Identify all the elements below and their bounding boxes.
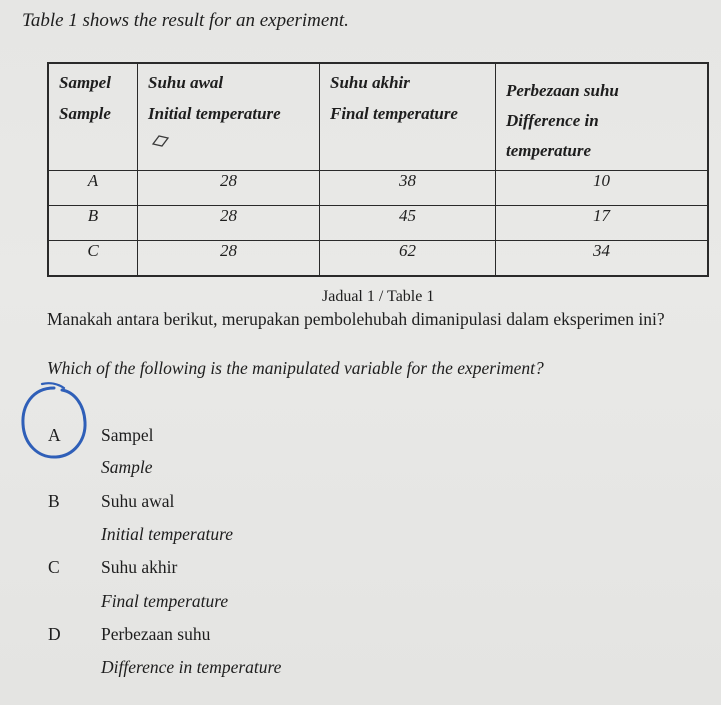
table-cell: 34 bbox=[496, 241, 709, 277]
option-b-malay[interactable]: Suhu awal bbox=[101, 491, 175, 511]
header-initial-temp-ms: Suhu awal bbox=[148, 73, 224, 92]
header-final-temp bbox=[320, 63, 496, 171]
header-difference bbox=[496, 63, 709, 171]
header-initial-temp-en: Initial temperature bbox=[148, 104, 281, 123]
intro-text: Table 1 shows the result for an experiment. bbox=[22, 10, 349, 31]
table-cell: 62 bbox=[320, 241, 496, 277]
table-cell: 28 bbox=[138, 171, 320, 206]
table-cell: 10 bbox=[496, 171, 709, 206]
table-caption: Jadual 1 / Table 1 bbox=[322, 288, 435, 305]
option-a-letter[interactable]: A bbox=[48, 425, 61, 445]
results-table bbox=[47, 62, 709, 277]
option-a-english[interactable]: Sample bbox=[101, 457, 153, 477]
table-header-row bbox=[48, 63, 708, 171]
question-malay: Manakah antara berikut, merupakan pembolehubah dimanipulasi dalam eksperimen ini? bbox=[47, 309, 665, 329]
table-cell: 17 bbox=[496, 206, 709, 241]
pen-mark-icon bbox=[150, 132, 174, 148]
question-english: Which of the following is the manipulated variable for the experiment? bbox=[47, 358, 544, 378]
header-difference-ms: Perbezaan suhu bbox=[506, 81, 619, 100]
table-row bbox=[48, 206, 708, 241]
table-cell: 38 bbox=[320, 171, 496, 206]
table-cell: B bbox=[48, 206, 138, 241]
table-cell: 28 bbox=[138, 241, 320, 277]
table-cell: A bbox=[48, 171, 138, 206]
header-final-temp-ms: Suhu akhir bbox=[330, 73, 410, 92]
header-sample-en: Sample bbox=[59, 104, 111, 123]
header-sample-ms: Sampel bbox=[59, 73, 111, 92]
table-row bbox=[48, 241, 708, 277]
option-c-malay[interactable]: Suhu akhir bbox=[101, 557, 178, 577]
table-cell: C bbox=[48, 241, 138, 277]
option-b-english[interactable]: Initial temperature bbox=[101, 524, 234, 544]
header-difference-en1: Difference in bbox=[506, 111, 599, 130]
option-b-letter[interactable]: B bbox=[48, 491, 60, 511]
header-difference-en2: temperature bbox=[506, 141, 591, 160]
table-cell: 45 bbox=[320, 206, 496, 241]
header-final-temp-en: Final temperature bbox=[330, 104, 458, 123]
option-c-english[interactable]: Final temperature bbox=[101, 591, 229, 611]
option-a-malay[interactable]: Sampel bbox=[101, 425, 154, 445]
table-cell: 28 bbox=[138, 206, 320, 241]
option-d-english[interactable]: Difference in temperature bbox=[101, 657, 282, 677]
table-row bbox=[48, 171, 708, 206]
option-d-letter[interactable]: D bbox=[48, 624, 61, 644]
option-d-malay[interactable]: Perbezaan suhu bbox=[101, 624, 211, 644]
header-sample bbox=[48, 63, 138, 171]
header-initial-temp bbox=[138, 63, 320, 171]
option-c-letter[interactable]: C bbox=[48, 557, 60, 577]
answer-circle-icon bbox=[18, 382, 90, 462]
